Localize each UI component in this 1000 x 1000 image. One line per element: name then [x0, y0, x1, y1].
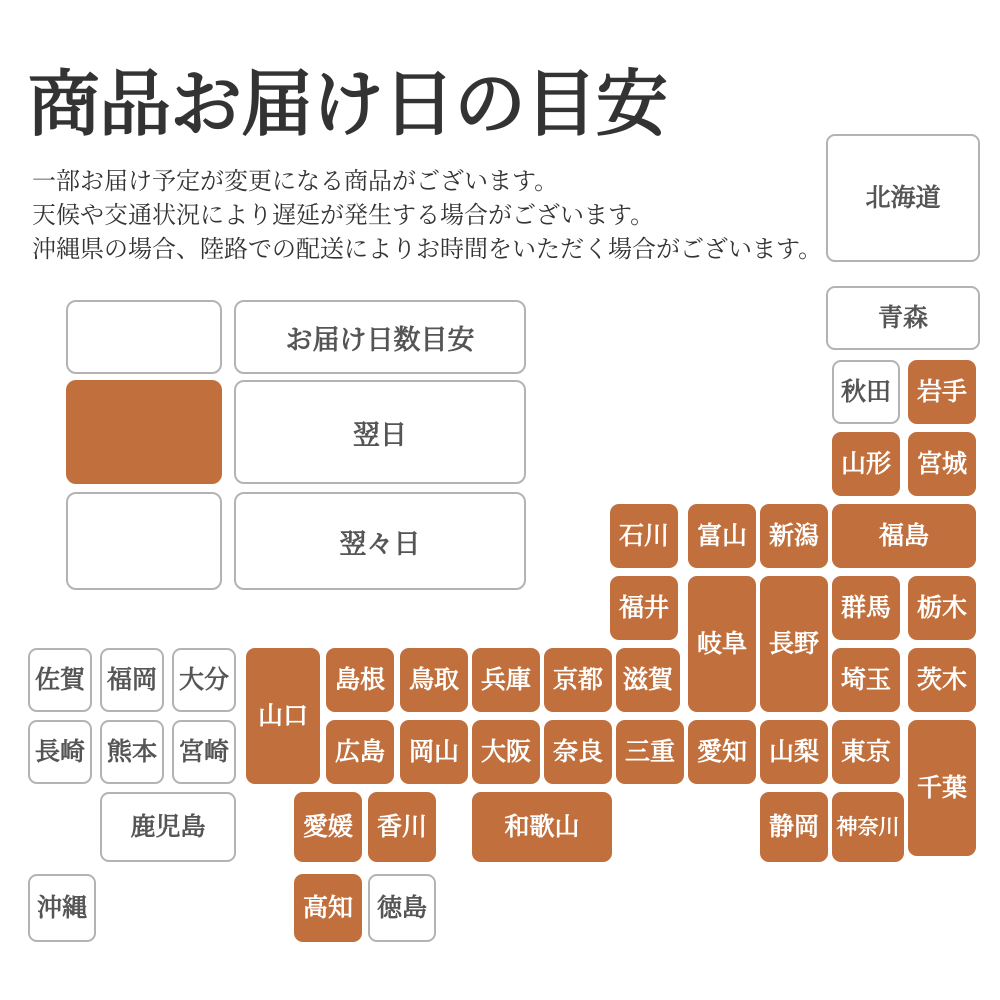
- prefecture-cell: 栃木: [908, 576, 976, 640]
- prefecture-cell: 奈良: [544, 720, 612, 784]
- prefecture-cell: 青森: [826, 286, 980, 350]
- prefecture-cell: 岐阜: [688, 576, 756, 712]
- legend-header-label: お届け日数目安: [234, 300, 526, 374]
- prefecture-cell: 愛知: [688, 720, 756, 784]
- legend-swatch-two-days: [66, 492, 222, 590]
- prefecture-cell: 埼玉: [832, 648, 900, 712]
- prefecture-cell: 鹿児島: [100, 792, 236, 862]
- legend-swatch-next-day: [66, 380, 222, 484]
- prefecture-cell: 北海道: [826, 134, 980, 262]
- prefecture-cell: 佐賀: [28, 648, 92, 712]
- prefecture-cell: 鳥取: [400, 648, 468, 712]
- prefecture-cell: 山口: [246, 648, 320, 784]
- prefecture-cell: 沖縄: [28, 874, 96, 942]
- prefecture-cell: 宮崎: [172, 720, 236, 784]
- prefecture-cell: 大分: [172, 648, 236, 712]
- prefecture-cell: 新潟: [760, 504, 828, 568]
- prefecture-cell: 秋田: [832, 360, 900, 424]
- prefecture-cell: 福岡: [100, 648, 164, 712]
- prefecture-cell: 宮城: [908, 432, 976, 496]
- prefecture-cell: 滋賀: [616, 648, 680, 712]
- prefecture-cell: 福井: [610, 576, 678, 640]
- prefecture-cell: 東京: [832, 720, 900, 784]
- prefecture-cell: 長崎: [28, 720, 92, 784]
- prefecture-cell: 熊本: [100, 720, 164, 784]
- prefecture-cell: 和歌山: [472, 792, 612, 862]
- prefecture-cell: 岩手: [908, 360, 976, 424]
- notes-block: [32, 165, 822, 267]
- prefecture-cell: 大阪: [472, 720, 540, 784]
- prefecture-cell: 高知: [294, 874, 362, 942]
- prefecture-cell: 神奈川: [832, 792, 904, 862]
- note-line-2: 天候や交通状況により遅延が発生する場合がございます。: [32, 202, 655, 229]
- prefecture-cell: 長野: [760, 576, 828, 712]
- prefecture-cell: 山梨: [760, 720, 828, 784]
- note-line-1: 一部お届け予定が変更になる商品がございます。: [32, 168, 559, 195]
- page-title: 商品お届け日の目安: [28, 65, 668, 145]
- note-line-3: 沖縄県の場合、陸路での配送によりお時間をいただく場合がございます。: [32, 236, 823, 263]
- prefecture-cell: 山形: [832, 432, 900, 496]
- prefecture-cell: 群馬: [832, 576, 900, 640]
- legend-header-swatch: [66, 300, 222, 374]
- prefecture-cell: 三重: [616, 720, 684, 784]
- prefecture-cell: 岡山: [400, 720, 468, 784]
- prefecture-cell: 徳島: [368, 874, 436, 942]
- prefecture-cell: 愛媛: [294, 792, 362, 862]
- prefecture-cell: 兵庫: [472, 648, 540, 712]
- prefecture-cell: 広島: [326, 720, 394, 784]
- prefecture-cell: 島根: [326, 648, 394, 712]
- prefecture-cell: 静岡: [760, 792, 828, 862]
- legend-label-two-days: 翌々日: [234, 492, 526, 590]
- prefecture-cell: 千葉: [908, 720, 976, 856]
- prefecture-cell: 香川: [368, 792, 436, 862]
- prefecture-cell: 石川: [610, 504, 678, 568]
- prefecture-cell: 京都: [544, 648, 612, 712]
- prefecture-cell: 福島: [832, 504, 976, 568]
- prefecture-cell: 茨木: [908, 648, 976, 712]
- legend-label-next-day: 翌日: [234, 380, 526, 484]
- prefecture-cell: 富山: [688, 504, 756, 568]
